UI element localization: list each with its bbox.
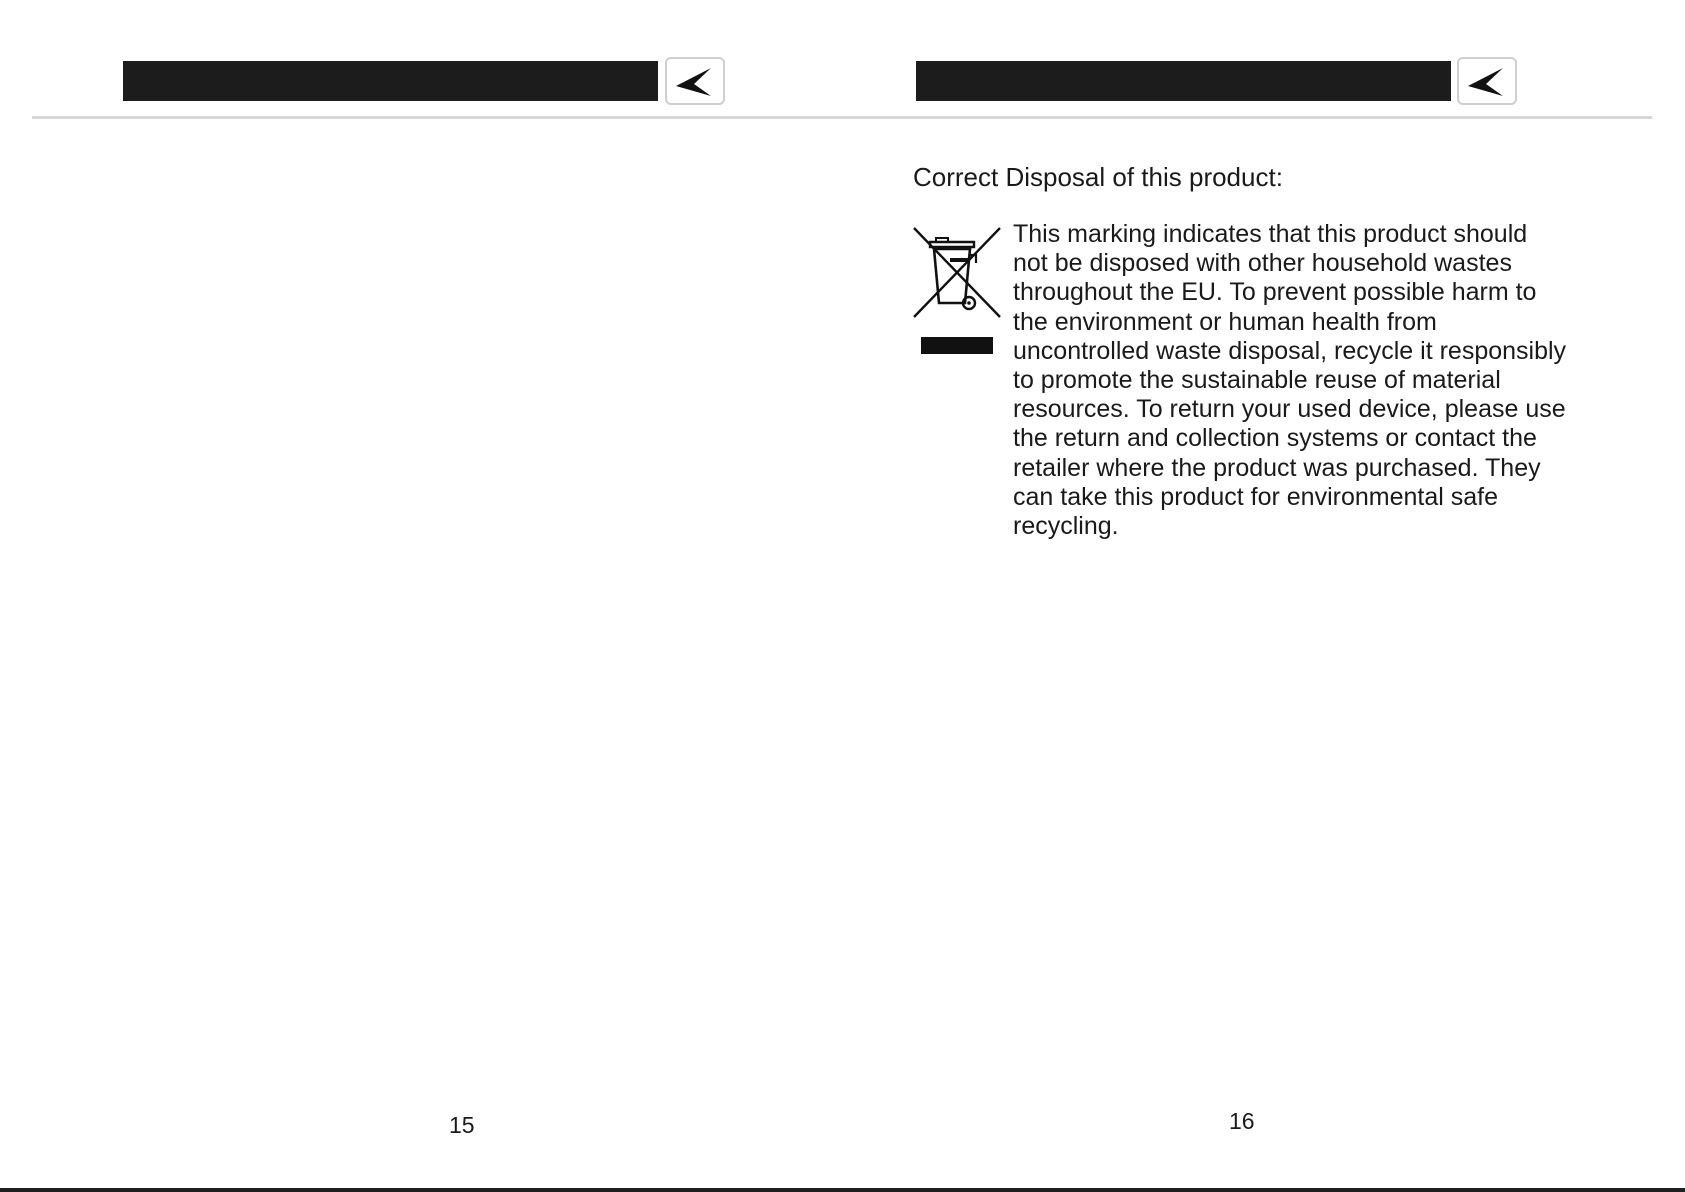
paper-plane-arrow-icon [1459,59,1515,103]
body-line: throughout the EU. To prevent possible harm to [1013,278,1537,307]
right-header-bar [916,61,1451,101]
header-divider [32,116,1652,119]
body-line: resources. To return your used device, please use [1013,395,1566,424]
body-line: This marking indicates that this product should [1013,220,1528,248]
right-page-number: 16 [1229,1108,1255,1134]
left-logo [665,57,725,105]
paper-plane-arrow-icon [667,59,723,103]
body-line: not be disposed with other household wastes [1013,249,1512,278]
disposal-heading: Correct Disposal of this product: [913,162,1283,192]
bottom-edge [0,1188,1685,1192]
body-line: uncontrolled waste disposal, recycle it responsibly [1013,336,1567,365]
body-line: the return and collection systems or contact the [1013,424,1537,453]
body-line: recycling. [1013,512,1119,541]
body-line: can take this product for environmental safe [1013,482,1498,511]
body-line: retailer where the product was purchased. They [1013,453,1541,482]
right-logo [1457,57,1517,105]
body-line: to promote the sustainable reuse of material [1013,366,1501,395]
left-header-bar [123,61,658,101]
crossed-out-wheelie-bin-icon [912,225,1002,357]
disposal-body [1013,220,1633,541]
body-line: the environment or human health from [1013,307,1437,336]
left-page-number: 15 [449,1112,475,1138]
